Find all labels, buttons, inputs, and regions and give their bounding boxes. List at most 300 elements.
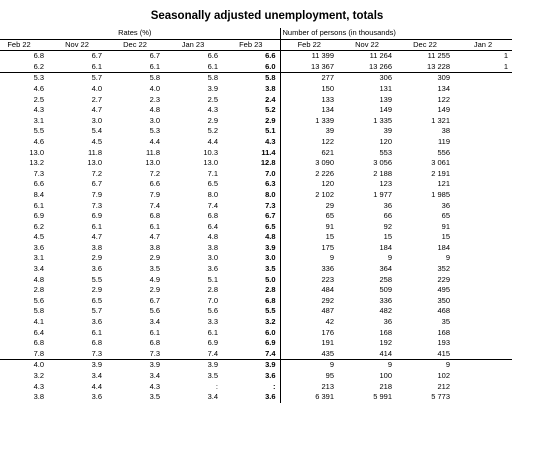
table-cell: 2.9 xyxy=(91,253,102,263)
table-cell: 120 xyxy=(379,136,392,146)
table-cell: 2.9 xyxy=(149,253,160,263)
table-cell: 11 399 xyxy=(311,51,334,61)
table-cell: 65 xyxy=(325,211,334,221)
table-cell: 65 xyxy=(441,211,450,221)
table-row xyxy=(0,360,512,371)
table-cell: 6.2 xyxy=(33,221,44,231)
table-cell: 9 xyxy=(329,253,334,263)
table-cell: 36 xyxy=(441,200,450,210)
table-cell: 6.1 xyxy=(91,327,102,337)
table-cell: 3.6 xyxy=(222,371,280,382)
table-row xyxy=(0,211,512,222)
table-cell: 2 188 xyxy=(373,168,392,178)
table-cell: 6.8 xyxy=(149,211,160,221)
table-row xyxy=(0,392,512,403)
table-cell: 2.5 xyxy=(33,94,44,104)
rates-group-header: Rates (%) xyxy=(0,28,280,39)
table-cell: 4.5 xyxy=(33,232,44,242)
table-cell: 9 xyxy=(445,360,450,370)
table-cell: 4.9 xyxy=(149,274,160,284)
table-cell: 6.7 xyxy=(91,51,102,61)
table-cell xyxy=(454,253,512,264)
table-cell: 3.6 xyxy=(207,264,218,274)
table-row xyxy=(0,51,512,62)
table-cell: 13.0 xyxy=(145,158,160,168)
table-cell: 4.6 xyxy=(33,136,44,146)
table-row xyxy=(0,296,512,307)
table-cell: 5.1 xyxy=(207,274,218,284)
table-cell: 3.6 xyxy=(91,317,102,327)
table-cell: 12.8 xyxy=(222,158,280,169)
table-cell: 6.8 xyxy=(149,338,160,348)
table-cell xyxy=(454,328,512,339)
persons-group-header: Number of persons (in thousands) xyxy=(280,28,512,39)
table-cell xyxy=(454,371,512,382)
column-header: Nov 22 xyxy=(48,39,106,51)
table-cell: 5.6 xyxy=(33,295,44,305)
table-row xyxy=(0,126,512,137)
table-cell: 3.8 xyxy=(33,392,44,402)
table-cell: 6.7 xyxy=(149,51,160,61)
table-cell: 5.2 xyxy=(207,126,218,136)
table-cell: 2.8 xyxy=(207,285,218,295)
table-cell: 556 xyxy=(437,147,450,157)
table-cell: 6.5 xyxy=(91,295,102,305)
table-cell: 509 xyxy=(379,285,392,295)
table-row xyxy=(0,201,512,212)
table-cell: 2.7 xyxy=(91,94,102,104)
table-cell: 6.7 xyxy=(91,179,102,189)
table-cell: 495 xyxy=(437,285,450,295)
table-cell: 184 xyxy=(437,242,450,252)
table-cell: 5.8 xyxy=(33,306,44,316)
table-cell: 95 xyxy=(325,371,334,380)
table-cell: 150 xyxy=(321,83,334,93)
table-cell xyxy=(454,232,512,243)
table-cell: 4.1 xyxy=(33,317,44,327)
column-header: Jan 23 xyxy=(164,39,222,51)
table-cell: 5.5 xyxy=(91,274,102,284)
table-cell: 9 xyxy=(387,360,392,370)
table-cell: 13.2 xyxy=(29,158,44,168)
table-cell: 6.6 xyxy=(207,51,218,61)
table-cell: 3.4 xyxy=(91,371,102,380)
table-cell: 1 xyxy=(503,51,508,61)
table-cell: 10.3 xyxy=(203,147,218,157)
table-cell: 9 xyxy=(387,253,392,263)
table-cell: 2.9 xyxy=(207,115,218,125)
table-cell: 7.9 xyxy=(149,189,160,199)
table-row xyxy=(0,116,512,127)
table-cell: 306 xyxy=(379,73,392,83)
table-cell: 3.9 xyxy=(149,360,160,370)
table-cell: 5.6 xyxy=(149,306,160,316)
table-cell: 139 xyxy=(379,94,392,104)
table-cell: 3.0 xyxy=(149,115,160,125)
table-cell: 3.8 xyxy=(149,242,160,252)
table-cell: 7.1 xyxy=(207,168,218,178)
table-cell: 4.8 xyxy=(149,105,160,115)
table-cell: 4.3 xyxy=(207,105,218,115)
column-header: Jan 2 xyxy=(454,39,512,51)
table-cell: 6.0 xyxy=(222,328,280,339)
table-row xyxy=(0,84,512,95)
table-cell: 36 xyxy=(383,200,392,210)
table-cell: 3.6 xyxy=(222,392,280,403)
table-row xyxy=(0,190,512,201)
table-cell: 3.1 xyxy=(33,115,44,125)
table-row xyxy=(0,62,512,73)
table-cell: 5.6 xyxy=(207,306,218,316)
column-header: Feb 22 xyxy=(280,39,338,51)
table-cell: 122 xyxy=(437,94,450,104)
table-cell: 11 255 xyxy=(427,51,450,61)
table-cell: 309 xyxy=(437,73,450,83)
table-cell: 415 xyxy=(396,349,454,360)
table-row xyxy=(0,349,512,360)
table-cell: 6.8 xyxy=(33,51,44,61)
table-cell: 3.9 xyxy=(222,243,280,254)
table-cell xyxy=(454,306,512,317)
table-cell: 3.4 xyxy=(33,264,44,274)
unemployment-table xyxy=(0,28,512,403)
table-cell: 5.8 xyxy=(149,73,160,83)
table-cell: 4.4 xyxy=(149,136,160,146)
table-cell: 184 xyxy=(379,242,392,252)
table-cell: 6.3 xyxy=(222,179,280,190)
table-cell: 482 xyxy=(379,306,392,316)
table-cell: 6.6 xyxy=(149,179,160,189)
table-cell: 6.9 xyxy=(91,211,102,221)
table-cell: 3.6 xyxy=(33,242,44,252)
table-cell: 4.3 xyxy=(33,381,44,391)
table-cell: 3.5 xyxy=(222,264,280,275)
table-cell: 4.4 xyxy=(207,136,218,146)
table-row xyxy=(0,285,512,296)
table-cell: 175 xyxy=(321,242,334,252)
table-cell xyxy=(454,243,512,254)
table-cell: 4.8 xyxy=(33,274,44,284)
column-header: Feb 23 xyxy=(222,39,280,51)
table-cell: 13 266 xyxy=(338,62,396,73)
table-cell: 2.3 xyxy=(149,94,160,104)
table-cell: 3.4 xyxy=(207,392,218,402)
table-cell: 484 xyxy=(321,285,334,295)
table-row xyxy=(0,179,512,190)
table-cell: 4.4 xyxy=(91,381,102,391)
table-row xyxy=(0,243,512,254)
table-row xyxy=(0,275,512,286)
table-cell: 6.1 xyxy=(207,327,218,337)
table-cell: 621 xyxy=(321,147,334,157)
table-cell: 6.9 xyxy=(33,211,44,221)
table-cell: 487 xyxy=(321,306,334,316)
table-cell: 7.4 xyxy=(222,349,280,360)
table-cell: 5 773 xyxy=(431,392,450,402)
table-cell: 5.7 xyxy=(91,306,102,316)
table-cell: 6.1 xyxy=(48,62,106,73)
table-cell xyxy=(454,296,512,307)
table-cell: 3.9 xyxy=(207,83,218,93)
table-cell: 176 xyxy=(321,327,334,337)
table-cell: 3.0 xyxy=(222,253,280,264)
table-cell: 5.8 xyxy=(222,73,280,84)
table-cell: 13 367 xyxy=(280,62,338,73)
table-cell: 4.0 xyxy=(33,360,44,370)
table-cell: 3.0 xyxy=(207,253,218,263)
table-cell: 7.3 xyxy=(48,349,106,360)
table-cell: 4.3 xyxy=(33,105,44,115)
table-cell: 3.2 xyxy=(222,317,280,328)
table-cell: 6.5 xyxy=(222,222,280,233)
table-cell: 1 xyxy=(454,62,512,73)
table-cell: 7.8 xyxy=(0,349,48,360)
table-cell: 15 xyxy=(383,232,392,242)
table-cell: 102 xyxy=(437,371,450,380)
table-cell: 6.8 xyxy=(222,296,280,307)
table-cell: 4.7 xyxy=(91,105,102,115)
table-row xyxy=(0,95,512,106)
table-cell: 6.9 xyxy=(222,338,280,349)
table-cell: 364 xyxy=(379,264,392,274)
table-title: Seasonally adjusted unemployment, totals xyxy=(150,10,384,22)
table-row xyxy=(0,264,512,275)
table-cell: 168 xyxy=(437,327,450,337)
table-cell xyxy=(454,126,512,137)
table-row xyxy=(0,158,512,169)
table-cell: 13.0 xyxy=(87,158,102,168)
table-cell: 6.1 xyxy=(164,62,222,73)
table-cell: 336 xyxy=(321,264,334,274)
table-cell: 13 228 xyxy=(396,62,454,73)
table-cell: 3.3 xyxy=(207,317,218,327)
table-cell: 3.4 xyxy=(149,317,160,327)
table-cell: 5.0 xyxy=(222,275,280,286)
table-cell xyxy=(454,116,512,127)
table-cell: 2 191 xyxy=(431,168,450,178)
table-cell: : xyxy=(215,381,218,391)
table-cell: 6.1 xyxy=(106,62,164,73)
table-cell: 149 xyxy=(379,105,392,115)
table-cell: 11.8 xyxy=(145,147,160,157)
table-cell: 3.8 xyxy=(207,242,218,252)
table-cell: 91 xyxy=(325,221,334,231)
table-cell: 1 339 xyxy=(315,115,334,125)
column-header: Nov 22 xyxy=(338,39,396,51)
table-cell: 39 xyxy=(325,126,334,136)
table-cell: 66 xyxy=(383,211,392,221)
table-cell: 2.8 xyxy=(33,285,44,295)
table-row xyxy=(0,382,512,393)
table-row xyxy=(0,232,512,243)
table-cell: 13.0 xyxy=(203,158,218,168)
table-cell: 149 xyxy=(437,105,450,115)
table-cell: 229 xyxy=(437,274,450,284)
table-row xyxy=(0,371,512,382)
table-cell: 7.2 xyxy=(91,168,102,178)
table-cell: 3.8 xyxy=(91,242,102,252)
table-cell: 4.0 xyxy=(149,83,160,93)
table-cell: 6.4 xyxy=(207,221,218,231)
table-cell: 292 xyxy=(321,295,334,305)
table-cell: 6.1 xyxy=(91,221,102,231)
table-cell: 3.9 xyxy=(91,360,102,370)
table-cell: 15 xyxy=(325,232,334,242)
table-cell: 15 xyxy=(441,232,450,242)
table-row xyxy=(0,338,512,349)
table-cell: 35 xyxy=(441,317,450,327)
table-cell: 6.0 xyxy=(222,62,280,73)
table-cell: 7.3 xyxy=(33,168,44,178)
table-cell xyxy=(454,222,512,233)
table-cell: 6.8 xyxy=(207,211,218,221)
table-cell: 6.9 xyxy=(207,338,218,348)
table-row xyxy=(0,137,512,148)
table-cell xyxy=(454,95,512,106)
table-cell: 2.9 xyxy=(149,285,160,295)
table-cell xyxy=(454,349,512,360)
table-cell xyxy=(454,105,512,116)
table-cell: 5.5 xyxy=(33,126,44,136)
table-cell xyxy=(454,317,512,328)
table-cell: 29 xyxy=(325,200,334,210)
table-cell: 131 xyxy=(379,83,392,93)
table-cell: 6.6 xyxy=(33,179,44,189)
table-cell: 5 991 xyxy=(373,392,392,402)
table-cell: 3 090 xyxy=(315,158,334,168)
table-cell: 3.8 xyxy=(222,84,280,95)
table-cell: 3.9 xyxy=(222,360,280,371)
table-cell: 7.2 xyxy=(149,168,160,178)
table-cell: 123 xyxy=(379,179,392,189)
table-row xyxy=(0,253,512,264)
table-cell: 8.0 xyxy=(222,190,280,201)
table-row xyxy=(0,148,512,159)
table-cell: 5.7 xyxy=(91,73,102,83)
table-cell: 352 xyxy=(437,264,450,274)
table-cell: 4.0 xyxy=(91,83,102,93)
table-cell: 4.8 xyxy=(222,232,280,243)
table-cell: 258 xyxy=(379,274,392,284)
table-cell: 91 xyxy=(441,221,450,231)
table-cell: 4.7 xyxy=(149,232,160,242)
table-cell: 193 xyxy=(437,338,450,348)
table-cell: 8.4 xyxy=(33,189,44,199)
table-cell: 223 xyxy=(321,274,334,284)
table-cell: 5.1 xyxy=(222,126,280,137)
table-cell: 213 xyxy=(321,381,334,391)
table-cell: 11 264 xyxy=(369,51,392,61)
table-cell: 11.4 xyxy=(222,148,280,159)
table-cell: 5.5 xyxy=(222,306,280,317)
table-cell: 4.3 xyxy=(149,381,160,391)
table-cell: 4.5 xyxy=(91,136,102,146)
table-cell: 5.4 xyxy=(91,126,102,136)
table-cell: 3.9 xyxy=(207,360,218,370)
table-cell xyxy=(454,179,512,190)
table-cell xyxy=(454,190,512,201)
table-cell: 7.4 xyxy=(207,200,218,210)
table-row xyxy=(0,222,512,233)
table-cell: 6.7 xyxy=(222,211,280,222)
table-cell xyxy=(454,275,512,286)
table-row xyxy=(0,105,512,116)
table-cell: 6.7 xyxy=(149,295,160,305)
table-cell: 7.0 xyxy=(207,295,218,305)
column-header: Dec 22 xyxy=(106,39,164,51)
table-cell: 1 977 xyxy=(373,189,392,199)
table-cell: 7.9 xyxy=(91,189,102,199)
table-cell: 3.5 xyxy=(149,264,160,274)
table-cell: 553 xyxy=(379,147,392,157)
table-cell: 7.3 xyxy=(91,200,102,210)
table-cell: 1 335 xyxy=(373,115,392,125)
table-cell: 4.3 xyxy=(222,137,280,148)
table-cell: 7.3 xyxy=(106,349,164,360)
table-cell: 6.4 xyxy=(33,327,44,337)
table-cell xyxy=(454,84,512,95)
table-cell: 3 061 xyxy=(431,158,450,168)
table-cell xyxy=(454,201,512,212)
table-cell: 1 321 xyxy=(431,115,450,125)
table-cell: 6.6 xyxy=(222,51,280,62)
table-cell: 5.8 xyxy=(207,73,218,83)
table-cell: 1 985 xyxy=(431,189,450,199)
table-cell xyxy=(454,158,512,169)
table-cell: 4.7 xyxy=(91,232,102,242)
column-header: Dec 22 xyxy=(396,39,454,51)
table-cell: 468 xyxy=(437,306,450,316)
table-cell xyxy=(454,264,512,275)
table-cell: 5.2 xyxy=(222,105,280,116)
table-cell: 414 xyxy=(338,349,396,360)
table-cell: 350 xyxy=(437,295,450,305)
table-cell: 168 xyxy=(379,327,392,337)
table-cell: 3.6 xyxy=(91,264,102,274)
table-cell: 6.1 xyxy=(149,221,160,231)
table-cell: 3.5 xyxy=(149,392,160,402)
table-cell: 6.8 xyxy=(91,338,102,348)
table-cell: 277 xyxy=(321,73,334,83)
table-cell: 3.4 xyxy=(149,371,160,380)
table-cell: 134 xyxy=(437,83,450,93)
table-cell: 121 xyxy=(437,179,450,189)
table-cell: 6.5 xyxy=(207,179,218,189)
table-cell: 3.2 xyxy=(33,371,44,380)
table-cell: 435 xyxy=(280,349,338,360)
table-row xyxy=(0,73,512,84)
table-cell: 6.1 xyxy=(149,327,160,337)
table-cell: 100 xyxy=(379,371,392,380)
table-cell: 7.4 xyxy=(149,200,160,210)
table-cell xyxy=(454,360,512,371)
table-cell: 8.0 xyxy=(207,189,218,199)
table-cell: 5.3 xyxy=(33,73,44,83)
table-cell: 3.1 xyxy=(33,253,44,263)
table-cell: : xyxy=(222,382,280,393)
table-cell: 7.0 xyxy=(222,169,280,180)
table-cell: 92 xyxy=(383,221,392,231)
table-cell: 218 xyxy=(379,381,392,391)
table-cell: 3.5 xyxy=(207,371,218,380)
table-cell: 9 xyxy=(445,253,450,263)
table-cell: 3.0 xyxy=(91,115,102,125)
table-cell: 7.3 xyxy=(222,201,280,212)
table-cell: 336 xyxy=(379,295,392,305)
table-cell xyxy=(454,392,512,403)
table-cell: 4.6 xyxy=(33,83,44,93)
table-cell: 3 056 xyxy=(373,158,392,168)
